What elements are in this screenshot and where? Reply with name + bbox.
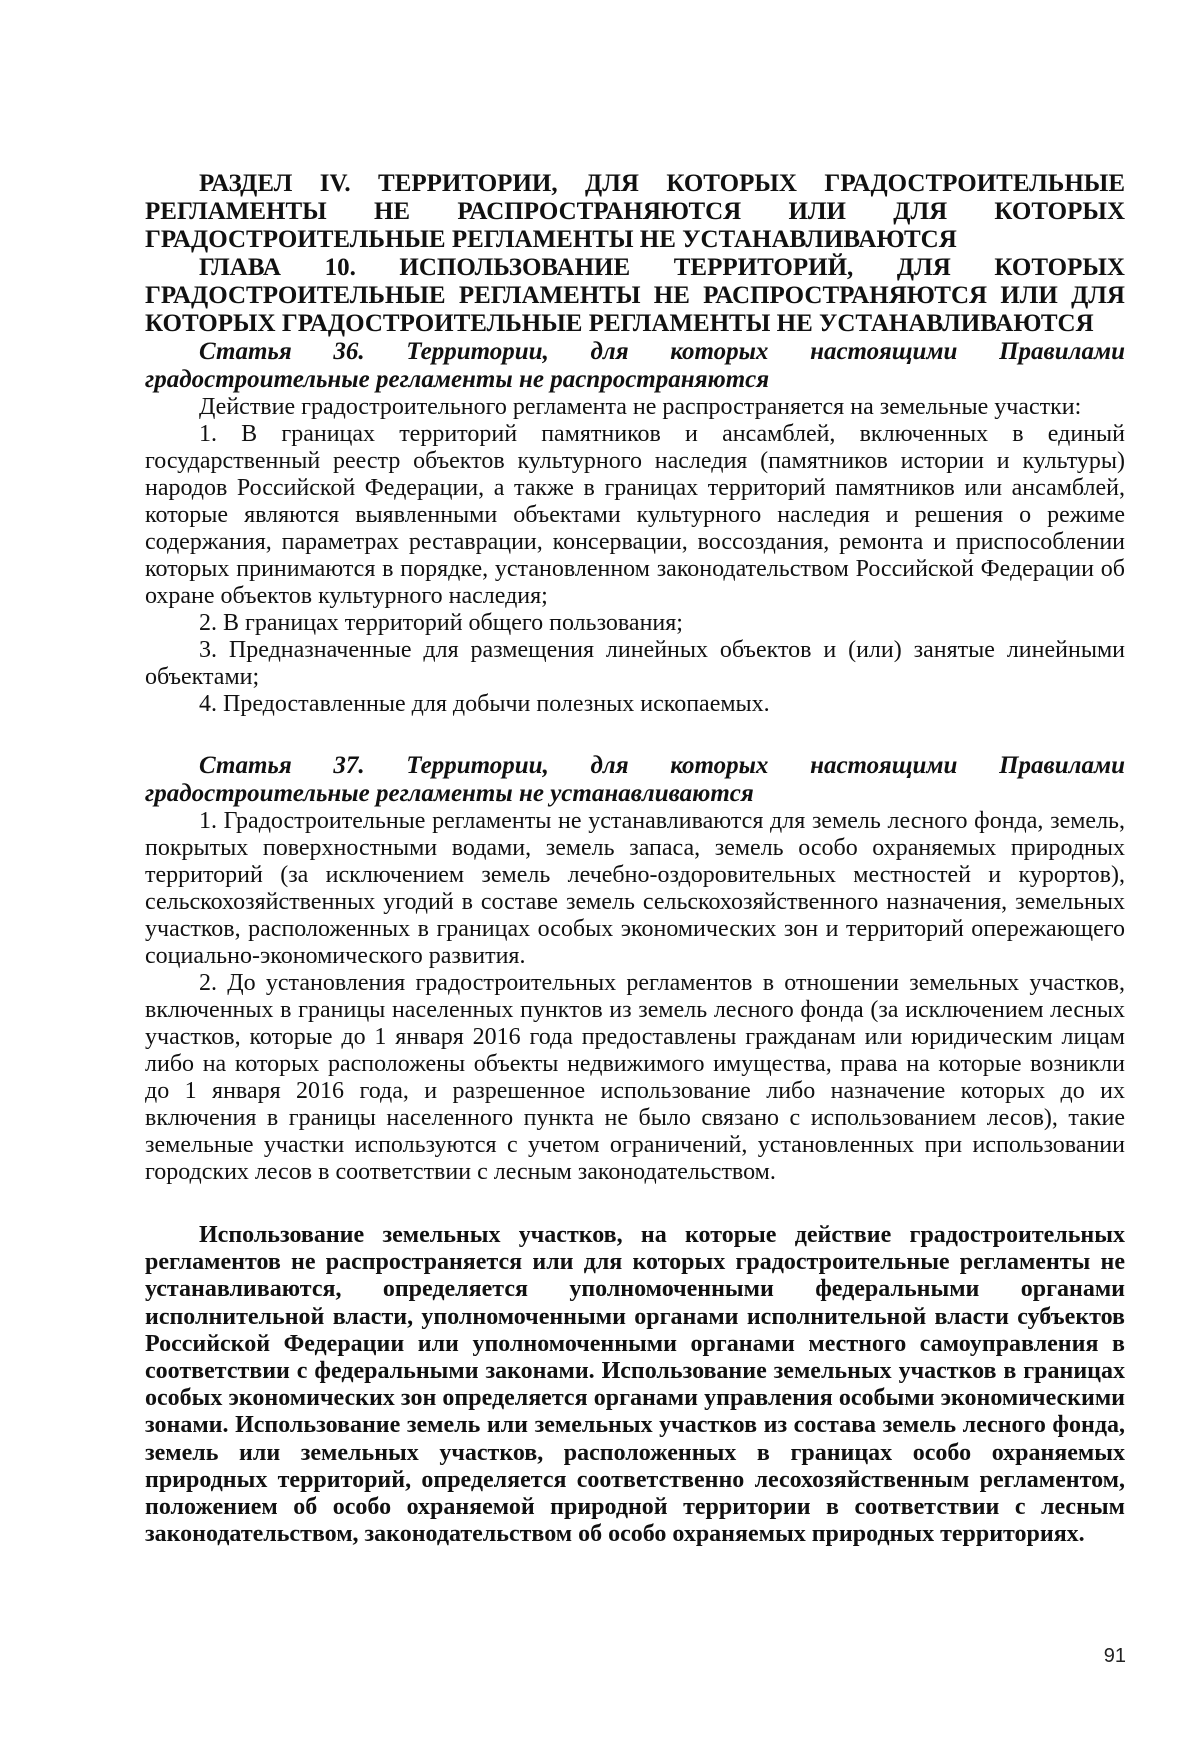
section-heading-block (145, 170, 1125, 338)
article-36 (145, 338, 1125, 718)
article-36-intro: Действие градостроительного регламента не распространяется на земельные участки: (199, 394, 1082, 420)
section-title: РАЗДЕЛ IV. ТЕРРИТОРИИ, ДЛЯ КОТОРЫХ ГРАДОСТРОИТЕЛЬНЫЕ РЕГЛАМЕНТЫ НЕ РАСПРОСТРАНЯЮТСЯ ИЛИ ДЛЯ КОТОРЫХ ГРАДОСТРОИТЕЛЬНЫЕ РЕГЛАМЕНТЫ НЕ УСТАНАВЛИВАЮТСЯ (145, 170, 1125, 253)
article-37-paragraph: 2. До установления градостроительных регламентов в отношении земельных участков, включенных в границы населенных пунктов из земель лесного фонда (за исключением лесных участков, которые до 1 января 2016 года предоставлены гражданам или юридическим лицам либо на которых расположены объекты недвижимого имущества, права на которые возникли до 1 января 2016 года, и разрешенное использование либо назначение которых до их включения в границы населенного пункта не было связано с использованием лесов), такие земельные участки используются с учетом ограничений, установленных при использовании городских лесов в соответствии с лесным законодательством. (145, 970, 1125, 1185)
article-36-title: Статья 36. Территории, для которых настоящими Правилами градостроительные регламенты не распространяются (145, 338, 1125, 393)
article-36-item: 3. Предназначенные для размещения линейных объектов и (или) занятые линейными объектами; (145, 637, 1125, 690)
article-36-item: 1. В границах территорий памятников и ансамблей, включенных в единый государственный реестр объектов культурного наследия (памятников истории и культуры) народов Российской Федерации, а также в границах территорий памятников или ансамблей, которые являются выявленными объектами культурного наследия и решения о режиме содержания, параметрах реставрации, консервации, воссоздания, ремонта и приспособлении которых принимаются в порядке, установленном законодательством Российской Федерации об охране объектов культурного наследия; (145, 421, 1125, 609)
article-36-item: 4. Предоставленные для добычи полезных ископаемых. (199, 691, 770, 717)
chapter-title: ГЛАВА 10. ИСПОЛЬЗОВАНИЕ ТЕРРИТОРИЙ, ДЛЯ КОТОРЫХ ГРАДОСТРОИТЕЛЬНЫЕ РЕГЛАМЕНТЫ НЕ РАСПРОСТРАНЯЮТСЯ ИЛИ ДЛЯ КОТОРЫХ ГРАДОСТРОИТЕЛЬНЫЕ РЕГЛАМЕНТЫ НЕ УСТАНАВЛИВАЮТСЯ (145, 254, 1125, 337)
article-37 (145, 752, 1125, 1186)
closing-block (145, 1222, 1125, 1548)
article-37-paragraph: 1. Градостроительные регламенты не устанавливаются для земель лесного фонда, земель, покрытых поверхностными водами, земель запаса, земель особо охраняемых природных территорий (за исключением земель лечебно-оздоровительных местностей и курортов), сельскохозяйственных угодий в составе земель сельскохозяйственного назначения, земельных участков, расположенных в границах особых экономических зон и территорий опережающего социально-экономического развития. (145, 808, 1125, 969)
page-number: 91 (1103, 1645, 1126, 1667)
article-37-title: Статья 37. Территории, для которых настоящими Правилами градостроительные регламенты не устанавливаются (145, 752, 1125, 807)
closing-paragraph: Использование земельных участков, на которые действие градостроительных регламентов не распространяется или для которых градостроительные регламенты не устанавливаются, определяется уполномоченными федеральными органами исполнительной власти, уполномоченными органами исполнительной власти субъектов Российской Федерации или уполномоченными органами местного самоуправления в соответствии с федеральными законами. Использование земельных участков в границах особых экономических зон определяется органами управления особыми экономическими зонами. Использование земель или земельных участков из состава земель лесного фонда, земель или земельных участков, расположенных в границах особо охраняемых природных территорий, определяется соответственно лесохозяйственным регламентом, положением об особо охраняемой природной территории в соответствии с лесным законодательством, законодательством об особо охраняемых природных территориях. (145, 1222, 1125, 1548)
article-36-item: 2. В границах территорий общего пользования; (199, 610, 683, 636)
